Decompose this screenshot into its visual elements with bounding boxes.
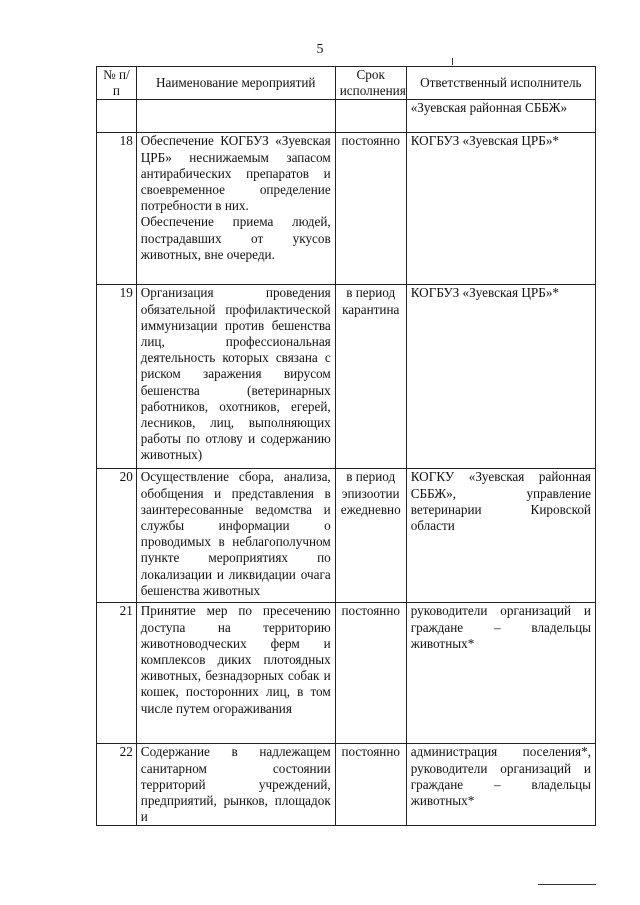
cell-term: в период эпизоотии ежедневно	[335, 469, 406, 603]
table-row-19	[97, 285, 596, 469]
cell-resp: КОГБУЗ «Зуевская ЦРБ»*	[406, 285, 595, 469]
table-row-20	[97, 469, 596, 603]
cell-name-paragraph: Обеспечение КОГБУЗ «Зуевская ЦРБ» неснижаемым запасом антирабических препаратов и своевременное определение потребности в них.	[140, 133, 331, 214]
cell-name	[136, 100, 335, 133]
scan-tick-mark	[452, 58, 453, 65]
cell-term: постоянно	[335, 603, 406, 744]
cell-term: постоянно	[335, 133, 406, 285]
cell-num	[97, 100, 137, 133]
cell-resp: руководители организаций и граждане – владельцы животных*	[406, 603, 595, 744]
cell-term: постоянно	[335, 744, 406, 826]
header-num: № п/п	[97, 67, 137, 100]
header-resp: Ответственный исполнитель	[406, 67, 595, 100]
footer-rule	[538, 884, 596, 885]
cell-num: 19	[97, 285, 137, 469]
cell-num: 21	[97, 603, 137, 744]
cell-resp: КОГКУ «Зуевская районная СББЖ», управление ветеринарии Кировской области	[406, 469, 595, 603]
table-header-row	[97, 67, 596, 100]
measures-table	[96, 66, 596, 826]
cell-num: 18	[97, 133, 137, 285]
cell-resp: «Зуевская районная СББЖ»	[406, 100, 595, 133]
table-row-22	[97, 744, 596, 826]
cell-name: Осуществление сбора, анализа, обобщения и представления в заинтересованные ведомства и службы информации о проводимых в неблагополучном пункте мероприятиях по локализации и ликвидации очага бешенства животных	[136, 469, 335, 603]
cell-resp: администрация поселения*, руководители организаций и граждане – владельцы животных*	[406, 744, 595, 826]
header-name: Наименование мероприятий	[136, 67, 335, 100]
cell-num: 20	[97, 469, 137, 603]
cell-term: в период карантина	[335, 285, 406, 469]
cell-name: Организация проведения обязательной профилактической иммунизации против бешенства лиц, профессиональная деятельность которых связана с риском заражения вирусом бешенства (ветеринарных работников, охотников, егерей, лесников, лиц, выполняющих работы по отлову и содержанию животных)	[136, 285, 335, 469]
cell-resp: КОГБУЗ «Зуевская ЦРБ»*	[406, 133, 595, 285]
header-term: Срок исполнения	[335, 67, 406, 100]
cell-name	[136, 133, 335, 285]
table-row-continuation	[97, 100, 596, 133]
cell-name-paragraph: Обеспечение приема людей, пострадавших от укусов животных, вне очереди.	[140, 214, 331, 262]
cell-term	[335, 100, 406, 133]
cell-name: Принятие мер по пресечению доступа на территорию животноводческих ферм и комплексов диких плотоядных животных, безнадзорных собак и кошек, посторонних лиц, в том числе путем огораживания	[136, 603, 335, 744]
table-row-18	[97, 133, 596, 285]
page-number: 5	[316, 42, 324, 57]
cell-name: Содержание в надлежащем санитарном состоянии территорий учреждений, предприятий, рынков, площадок и	[136, 744, 335, 826]
cell-num: 22	[97, 744, 137, 826]
table-row-21	[97, 603, 596, 744]
